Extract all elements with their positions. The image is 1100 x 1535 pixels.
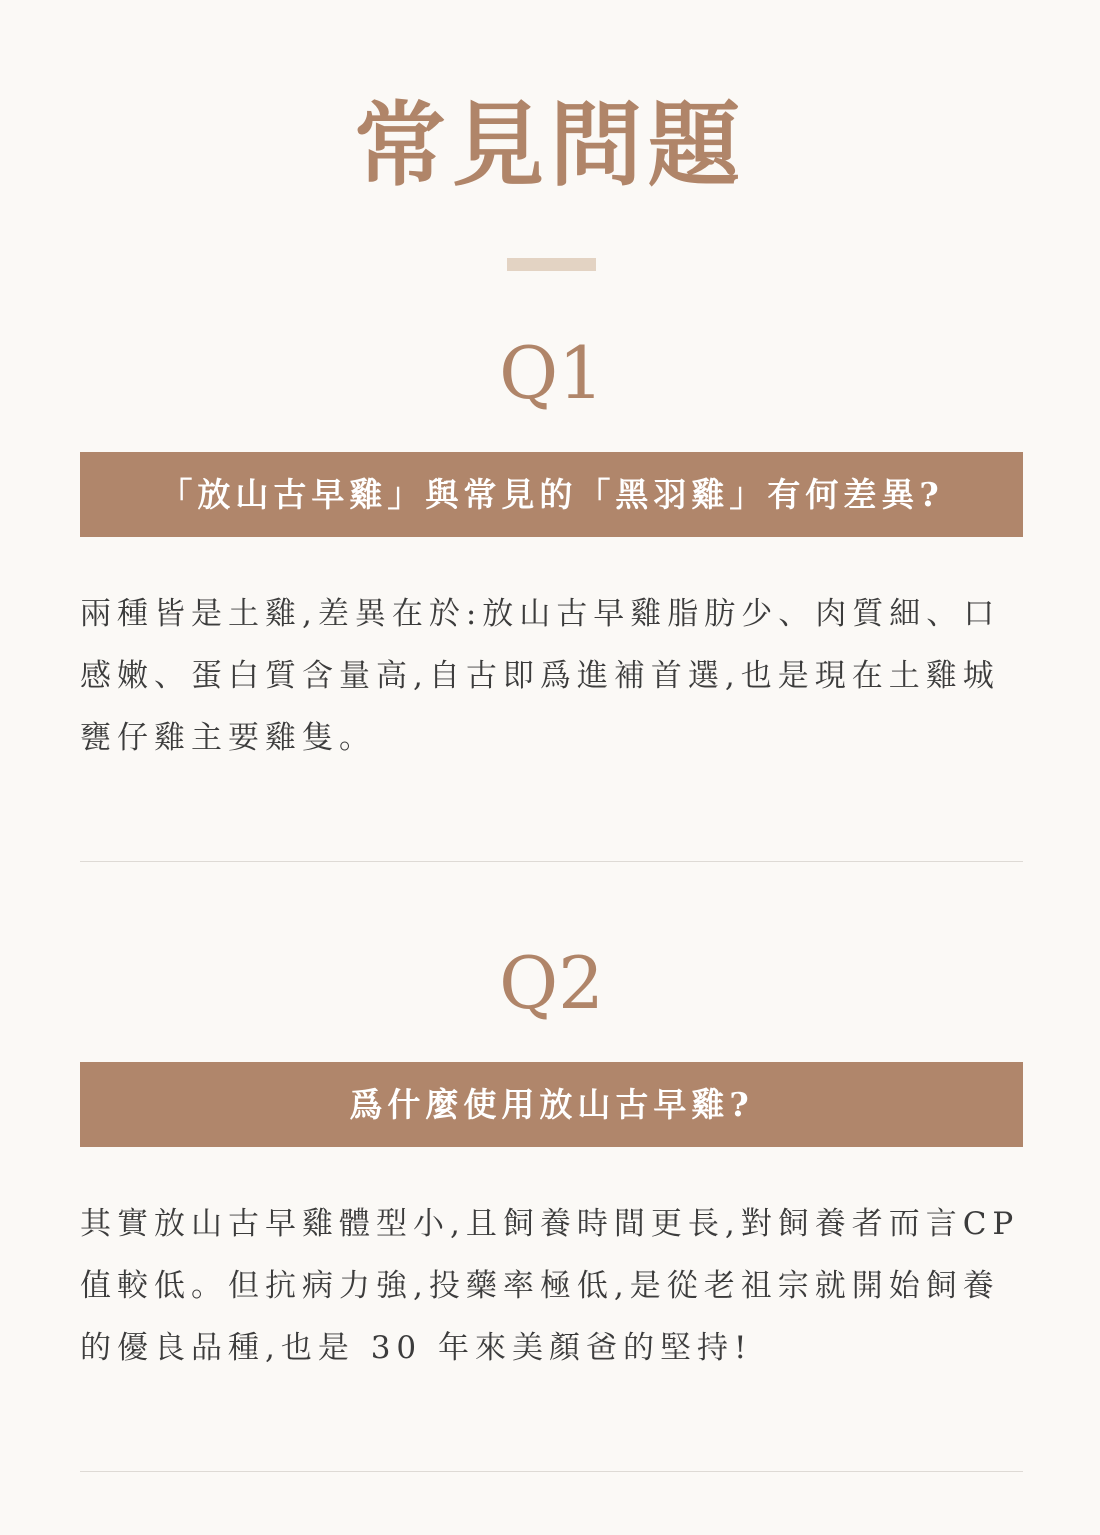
question-banner: 「放山古早雞」與常見的「黑羽雞」有何差異? bbox=[80, 452, 1023, 537]
title-divider bbox=[507, 258, 596, 271]
question-number: Q2 bbox=[499, 941, 604, 1025]
question-number: Q1 bbox=[499, 331, 604, 415]
faq-item-2 bbox=[80, 940, 1023, 1366]
section-divider bbox=[80, 1471, 1023, 1472]
faq-item-1 bbox=[80, 330, 1023, 756]
section-divider bbox=[80, 861, 1023, 862]
question-banner: 爲什麼使用放山古早雞? bbox=[80, 1062, 1023, 1147]
answer-text: 兩種皆是土雞,差異在於:放山古早雞脂肪少、肉質細、口感嫩、蛋白質含量高,自古即爲進補首選,也是現在土雞城甕仔雞主要雞隻。 bbox=[80, 596, 1001, 756]
page-title: 常見問題 bbox=[353, 91, 746, 199]
answer-text: 其實放山古早雞體型小,且飼養時間更長,對飼養者而言CP值較低。但抗病力強,投藥率極低,是從老祖宗就開始飼養的優良品種,也是 30 年來美顏爸的堅持! bbox=[80, 1206, 1020, 1366]
